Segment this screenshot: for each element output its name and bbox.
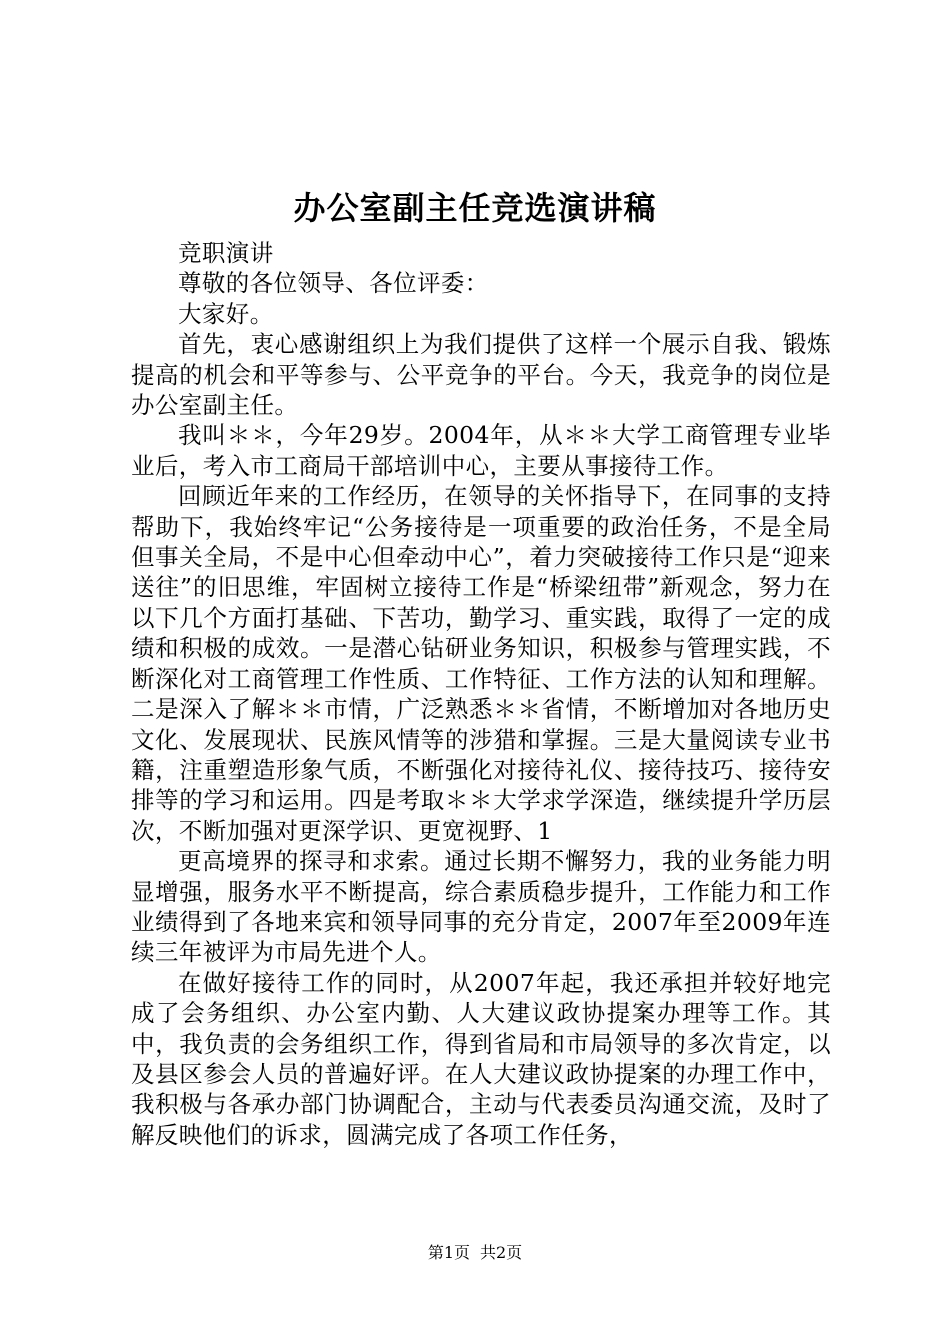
paragraph: 回顾近年来的工作经历，在领导的关怀指导下，在同事的支持帮助下，我始终牢记“公务接待是一项重要的政治任务，不是全局但事关全局，不是中心但牵动中心”，着力突破接待工作只是“迎来送往”的旧思维，牢固树立接待工作是“桥梁纽带”新观念，努力在以下几个方面打基础、下苦功，勤学习、重实践，取得了一定的成绩和积极的成效。一是潜心钻研业务知识，积极参与管理实践，不断深化对工商管理工作性质、工作特征、工作方法的认知和理解。二是深入了解＊＊市情，广泛熟悉＊＊省情，不断增加对各地历史文化、发展现状、民族风情等的涉猎和掌握。三是大量阅读专业书籍，注重塑造形象气质，不断强化对接待礼仪、接待技巧、接待安排等的学习和运用。四是考取＊＊大学求学深造，继续提升学历层次，不断加强对更深学识、更宽视野、1 (131, 482, 831, 845)
paragraph-heading: 竞职演讲 (178, 239, 274, 267)
paragraph: 在做好接待工作的同时，从2007年起，我还承担并较好地完成了会务组织、办公室内勤、人大建议政协提案办理等工作。其中，我负责的会务组织工作，得到省局和市局领导的多次肯定，以及县区参会人员的普遍好评。在人大建议政协提案的办理工作中，我积极与各承办部门协调配合，主动与代表委员沟通交流，及时了解反映他们的诉求，圆满完成了各项工作任务， (131, 968, 831, 1149)
paragraph: 我叫＊＊，今年29岁。2004年，从＊＊大学工商管理专业毕业后，考入市工商局干部培训中心，主要从事接待工作。 (131, 421, 831, 480)
paragraph-salutation: 尊敬的各位领导、各位评委： (178, 269, 489, 298)
document-body (131, 238, 831, 1150)
document-title: 办公室副主任竞选演讲稿 (293, 189, 657, 227)
paragraph-greeting: 大家好。 (178, 299, 274, 328)
page-number: 第1页 (427, 1243, 470, 1262)
page-total: 共2页 (480, 1243, 523, 1262)
paragraph: 更高境界的探寻和求索。通过长期不懈努力，我的业务能力明显增强，服务水平不断提高，综合素质稳步提升，工作能力和工作业绩得到了各地来宾和领导同事的充分肯定，2007年至2009年连续三年被评为市局先进个人。 (131, 847, 831, 967)
page-footer (0, 1242, 950, 1264)
paragraph: 首先，衷心感谢组织上为我们提供了这样一个展示自我、锻炼提高的机会和平等参与、公平竞争的平台。今天，我竞争的岗位是办公室副主任。 (131, 330, 831, 420)
